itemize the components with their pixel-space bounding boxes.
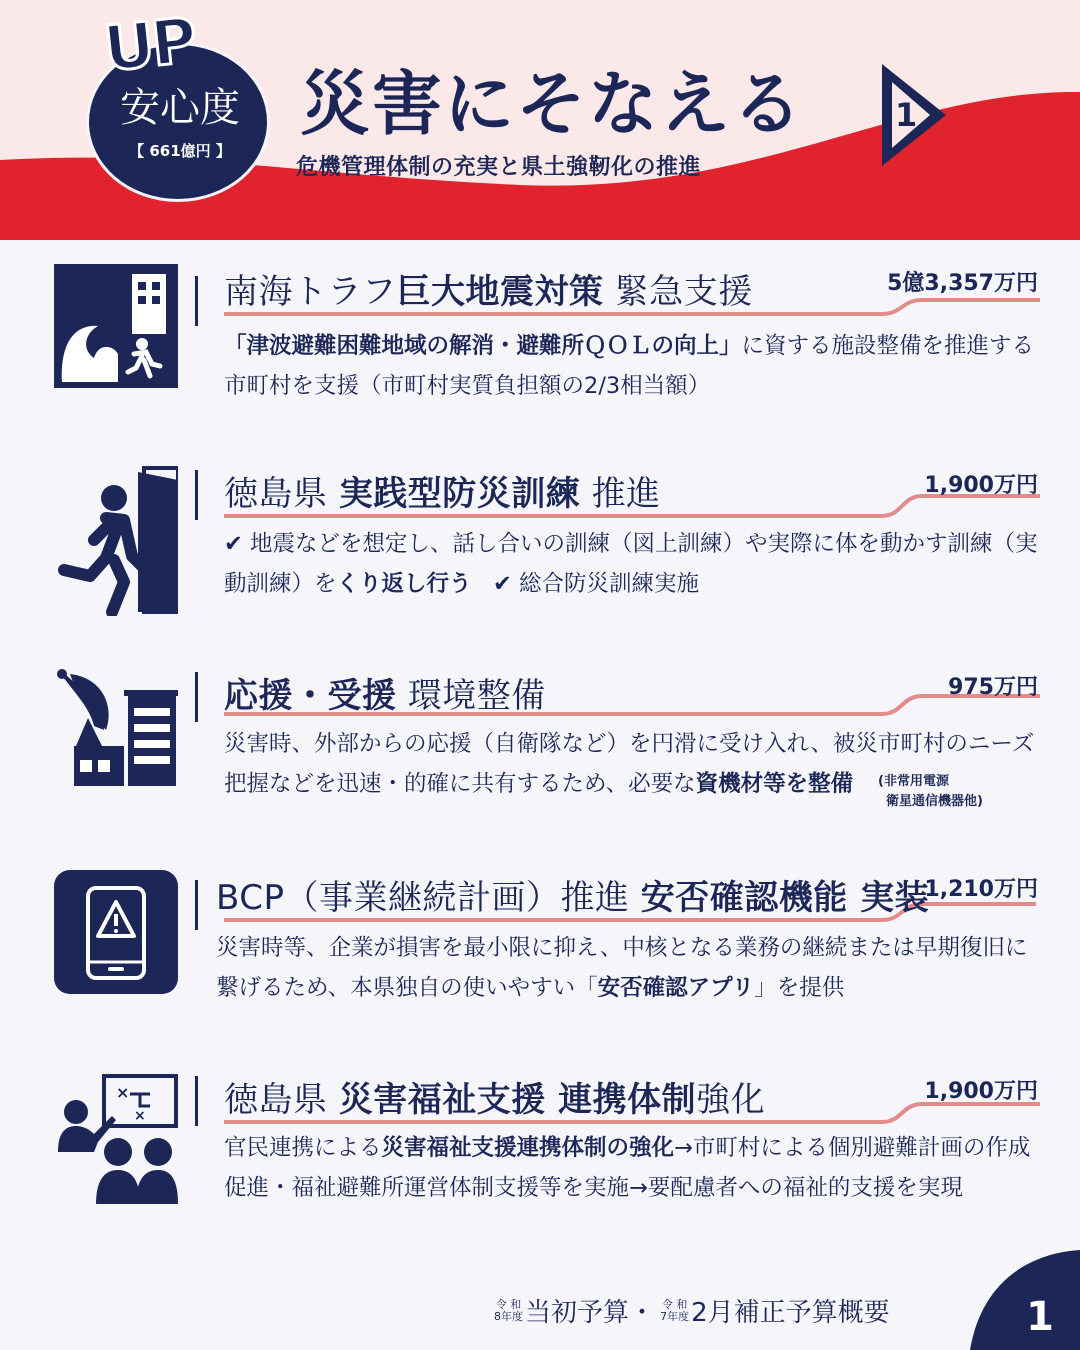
item-amount: 975万円 xyxy=(948,675,1038,700)
tsunami-evacuation-icon xyxy=(54,264,178,388)
check-item: ✔ 地震などを想定し、話し合いの訓練（図上訓練）や実際に体を動かす訓練（実 xyxy=(224,531,1038,557)
evacuation-drill-icon xyxy=(54,466,178,616)
header xyxy=(0,0,1080,240)
satellite-building-icon xyxy=(54,668,178,792)
section-number: 1 xyxy=(895,96,918,134)
footer-era-1: 令 和 8年度 xyxy=(494,1297,523,1323)
item-amount: 5億3,357万円 xyxy=(887,271,1038,296)
item-description: 「津波避難困難地域の解消・避難所ＱＯＬの向上」に資する施設整備を推進する 市町村を支援（市町村実質負担額の2/3相当額） xyxy=(224,333,1035,399)
badge-budget-text: 【 661億円 】 xyxy=(129,142,231,160)
page-subtitle: 危機管理体制の充実と県土強靭化の推進 xyxy=(296,155,702,180)
item-divider xyxy=(195,276,198,326)
item-disaster-drill xyxy=(0,466,1080,616)
page-number: 1 xyxy=(1026,1294,1054,1340)
footer-era-2: 令 和 7年度 xyxy=(660,1297,690,1323)
footer xyxy=(494,1292,890,1329)
item-divider xyxy=(195,470,198,520)
footer-label-2: 2月補正予算概要 xyxy=(691,1298,890,1328)
badge-main-text: 安心度 xyxy=(120,85,240,131)
item-bcp xyxy=(0,870,1080,1020)
item-title: 南海トラフ巨大地震対策 緊急支援 xyxy=(224,272,753,312)
item-description: ✔ 地震などを想定し、話し合いの訓練（図上訓練）や実際に体を動かす訓練（実 動訓練）をくり返し行う ✔ 総合防災訓練実施 xyxy=(224,524,1054,604)
item-title: 徳島県 災害福祉支援 連携体制強化 xyxy=(224,1080,766,1120)
item-title: 応援・受援 環境整備 xyxy=(224,676,546,716)
item-divider xyxy=(195,672,198,722)
welfare-cooperation-icon xyxy=(54,1072,178,1208)
badge-up-text: UP xyxy=(100,3,198,86)
corner-page-badge xyxy=(970,1250,1080,1350)
item-description: 災害時、外部からの応援（自衛隊など）を円滑に受け入れ、被災市町村のニーズ 把握などを迅速・的確に共有するため、必要な資機材等を整備 xyxy=(224,731,1035,797)
item-welfare-support xyxy=(0,1072,1080,1222)
item-title: BCP（事業継続計画）推進 安否確認機能 実装 xyxy=(216,878,930,918)
item-description: 災害時等、企業が損害を最小限に抑え、中核となる業務の継続または早期復旧に 繋げるため、本県独自の使いやすい「安否確認アプリ」を提供 xyxy=(216,935,1028,1001)
item-amount: 1,210万円 xyxy=(924,877,1038,902)
item-description: 官民連携による災害福祉支援連携体制の強化→市町村による個別避難計画の作成 促進・福祉避難所運営体制支援等を実施→要配慮者への福祉的支援を実現 xyxy=(224,1135,1031,1201)
svg-text:×: × xyxy=(134,1108,146,1124)
item-note: (非常用電源 衛星通信機器他) xyxy=(878,774,983,809)
footer-label-1: 当初予算・ xyxy=(525,1298,656,1328)
item-divider xyxy=(195,1076,198,1126)
item-divider xyxy=(195,880,198,930)
svg-text:×: × xyxy=(116,1083,130,1102)
check-item: ✔ 総合防災訓練実施 xyxy=(493,571,700,597)
page-title: 災害にそなえる xyxy=(300,63,804,145)
smartphone-alert-icon xyxy=(54,870,178,994)
item-nankai-quake xyxy=(0,264,1080,404)
item-amount: 1,900万円 xyxy=(924,473,1038,498)
section-number-triangle-icon xyxy=(878,60,950,170)
item-amount: 1,900万円 xyxy=(924,1079,1038,1104)
item-title: 徳島県 実践型防災訓練 推進 xyxy=(224,474,661,514)
item-support-environment xyxy=(0,668,1080,818)
